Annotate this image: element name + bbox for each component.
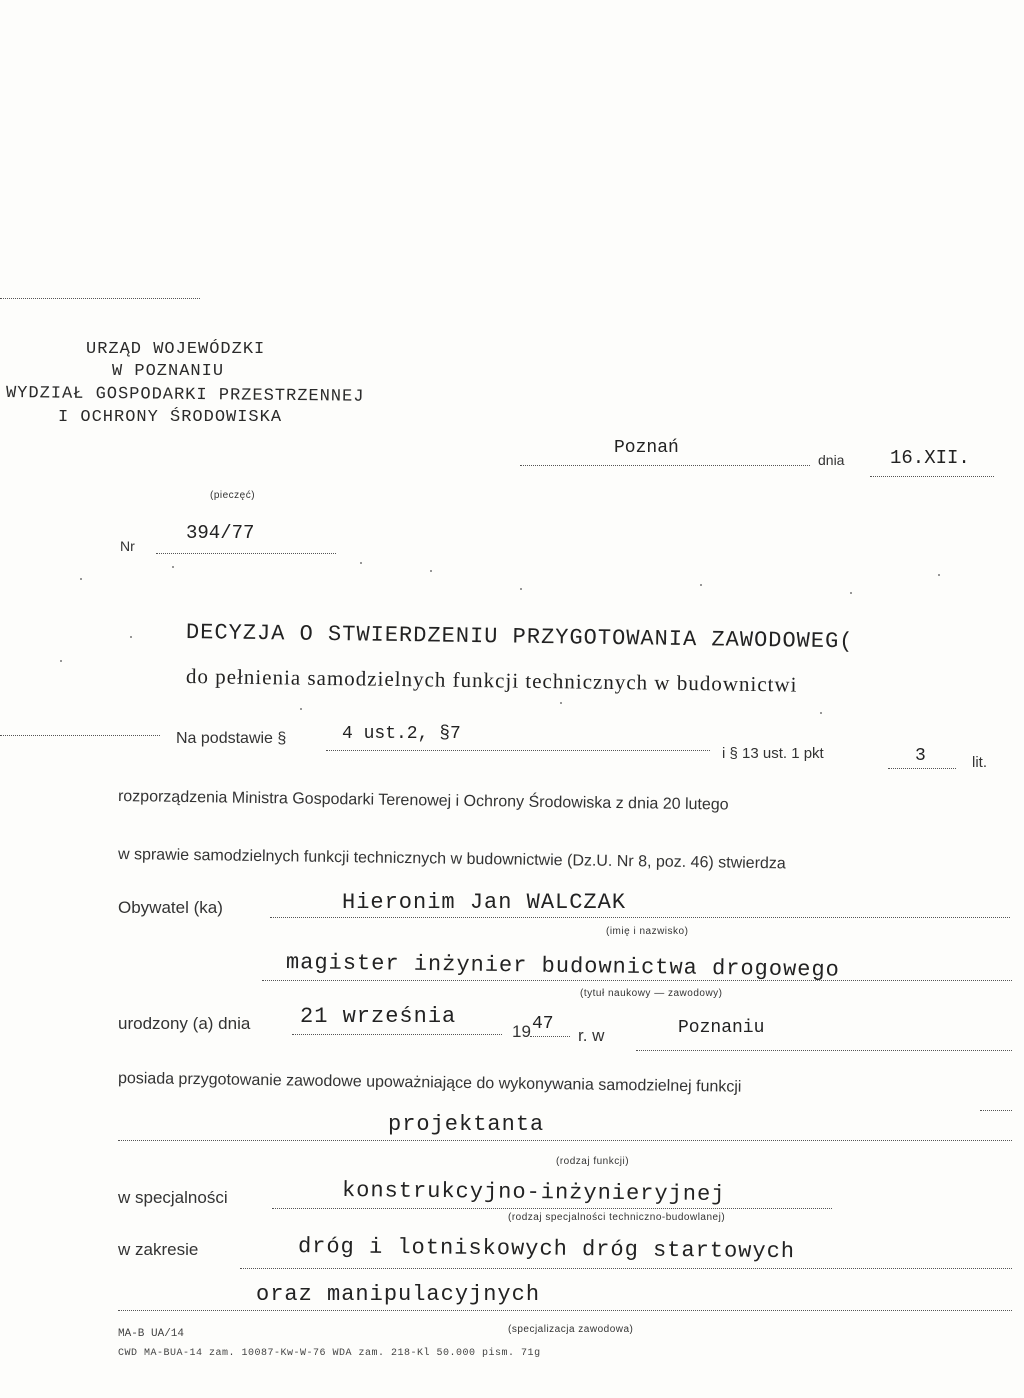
born-line: [292, 1034, 502, 1035]
spec-label: w specjalności: [118, 1188, 228, 1207]
nr-label: Nr: [120, 538, 135, 554]
speck: [60, 660, 62, 662]
r-w-label: r. w: [578, 1026, 605, 1045]
speck: [820, 712, 822, 714]
date-label: dnia: [818, 452, 845, 468]
office-line-2: W POZNANIU: [112, 362, 225, 381]
basis-label: Na podstawie §: [176, 730, 287, 747]
decision-title: DECYZJA O STWIERDZENIU PRZYGOTOWANIA ZAWODOWEG(: [185, 620, 854, 655]
office-line-1: URZĄD WOJEWÓDZKI: [86, 340, 266, 359]
speck: [172, 566, 174, 568]
place-line: [520, 465, 810, 466]
scope-value: dróg i lotniskowych dróg startowych: [297, 1234, 796, 1265]
scope-value-2: oraz manipulacyjnych: [256, 1282, 541, 1307]
speck: [560, 702, 562, 704]
person-name: Hieronim Jan WALCZAK: [342, 890, 627, 915]
place-born-line: [636, 1050, 1012, 1051]
speck: [360, 562, 362, 564]
basis-line-2: rozporządzenia Ministra Gospodarki Terenowej i Ochrony Środowiska z dnia 20 lutego: [117, 788, 729, 814]
spec-caption: (rodzaj specjalności techniczno-budowlanej): [508, 1212, 726, 1223]
basis-lit: lit.: [972, 754, 987, 771]
speck: [300, 708, 302, 710]
place-value: Poznań: [614, 438, 679, 458]
born-place: Poznaniu: [678, 1018, 765, 1038]
title-caption: (tytuł naukowy — zawodowy): [580, 988, 723, 999]
spec-line: [272, 1208, 832, 1209]
decision-subtitle: do pełnienia samodzielnych funkcji technicznych w budownictwi: [185, 664, 798, 697]
born-label: urodzony (a) dnia: [118, 1014, 251, 1033]
date-value: 16.XII.: [890, 447, 970, 469]
basis-value: 4 ust.2, §7: [342, 724, 461, 744]
pkt-line: [888, 768, 956, 769]
title-line: [262, 980, 1012, 981]
date-line: [870, 476, 994, 477]
born-day-month: 21 września: [300, 1004, 457, 1029]
qualification-end-line: [980, 1110, 1012, 1111]
speck: [700, 584, 702, 586]
scope-line: [240, 1268, 1012, 1269]
footer-code: MA-B UA/14: [118, 1328, 185, 1340]
qualification-line: posiada przygotowanie zawodowe upoważniające do wykonywania samodzielnej funkcji: [117, 1070, 742, 1096]
office-line-3: WYDZIAŁ GOSPODARKI PRZESTRZENNEJ: [5, 384, 365, 407]
year-line: [530, 1036, 570, 1037]
basis-pkt-value: 3: [915, 746, 926, 766]
scope-caption: (specjalizacja zawodowa): [508, 1324, 634, 1335]
nr-line: [156, 553, 336, 554]
speck: [520, 588, 522, 590]
year-prefix: 19: [512, 1022, 531, 1041]
scope-line-2: [118, 1310, 1012, 1311]
stamp-caption: (pieczęć): [210, 490, 256, 501]
function-value: projektanta: [388, 1112, 545, 1137]
speck: [938, 574, 940, 576]
person-title: magister inżynier budownictwa drogowego: [285, 950, 841, 983]
office-line-4: I OCHRONY ŚRODOWISKA: [58, 408, 283, 427]
speck: [430, 570, 432, 572]
speck: [80, 578, 82, 580]
scan-artifact-line: [0, 298, 200, 299]
scope-label: w zakresie: [118, 1240, 199, 1259]
speck: [850, 592, 852, 594]
basis-line: [326, 750, 710, 751]
person-label: Obywatel (ka): [118, 898, 223, 917]
speck: [130, 636, 132, 638]
basis-part2: i § 13 ust. 1 pkt: [722, 745, 824, 762]
footer-print-info: CWD MA-BUA-14 zam. 10087-Kw-W-76 WDA zam. 218-Kl 50.000 pism. 71g: [118, 1348, 541, 1359]
spec-value: konstrukcyjno-inżynieryjnej: [341, 1178, 726, 1208]
year-suffix: 47: [532, 1014, 554, 1034]
function-line: [118, 1140, 1012, 1141]
nr-value: 394/77: [186, 522, 255, 544]
function-caption: (rodzaj funkcji): [556, 1156, 630, 1167]
scan-artifact-line: [0, 735, 160, 736]
name-line: [270, 917, 1010, 918]
name-caption: (imię i nazwisko): [606, 926, 689, 937]
basis-line-3: w sprawie samodzielnych funkcji technicznych w budownictwie (Dz.U. Nr 8, poz. 46) stwierdza: [117, 846, 786, 873]
